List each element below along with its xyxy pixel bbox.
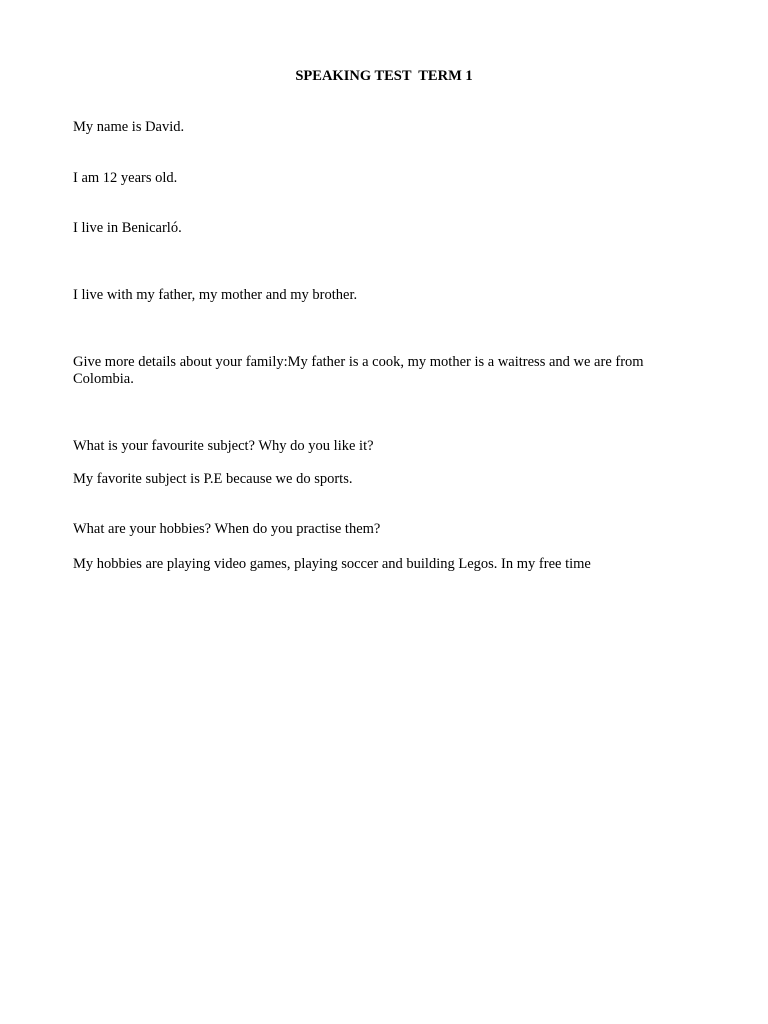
answer-family-details: Give more details about your family:My father is a cook, my mother is a waitress and we are from Colombia. xyxy=(73,354,644,387)
question-favourite-subject: What is your favourite subject? Why do you like it? xyxy=(73,438,374,454)
answer-age: I am 12 years old. xyxy=(73,170,178,186)
answer-household: I live with my father, my mother and my brother. xyxy=(73,287,358,303)
document-title: SPEAKING TEST TERM 1 xyxy=(295,68,473,84)
question-hobbies: What are your hobbies? When do you practise them? xyxy=(73,521,381,537)
answer-hobbies: My hobbies are playing video games, playing soccer and building Legos. In my free time xyxy=(73,556,591,572)
answer-name: My name is David. xyxy=(73,119,185,135)
answer-residence: I live in Benicarló. xyxy=(73,220,182,236)
answer-favourite-subject: My favorite subject is P.E because we do sports. xyxy=(73,471,353,487)
